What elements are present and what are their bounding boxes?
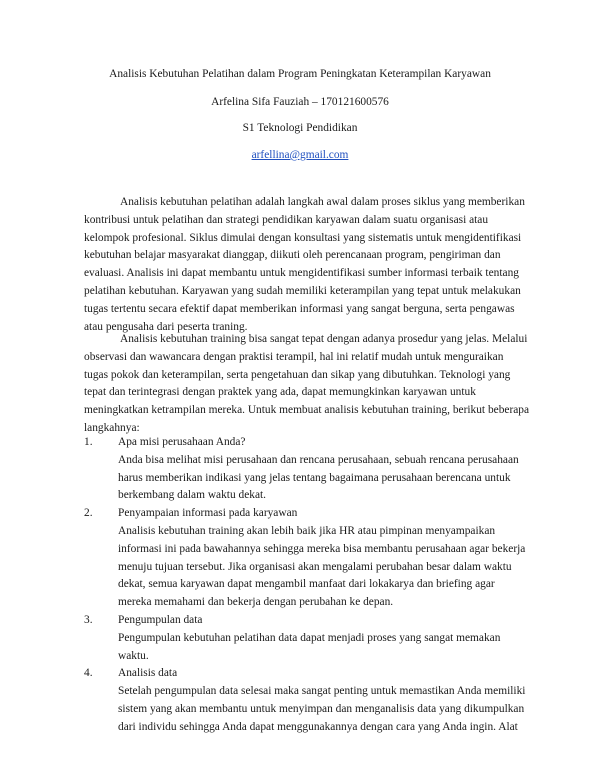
list-item: [84, 612, 530, 665]
paragraph-2-text: Analisis kebutuhan training bisa sangat tepat dengan adanya prosedur yang jelas. Melalui observasi dan wawancara dengan praktisi terampil, hal ini relatif mudah untuk menguraikan tugas pokok dan keterampilan, serta pengetahuan dan sikap yang dibutuhkan. Teknologi yang tepat dan terintegrasi dengan praktek yang ada, dapat memungkinkan karyawan untuk meningkatkan ketrampilan mereka. Untuk membuat analisis kebutuhan training, berikut beberapa langkahnya:: [84, 333, 530, 434]
list-item-title: Pengumpulan data: [118, 613, 203, 626]
study-program: S1 Teknologi Pendidikan: [242, 122, 358, 134]
author-email-link[interactable]: arfellina@gmail.com: [251, 149, 349, 161]
list-item-title: Analisis data: [118, 667, 178, 680]
body-paragraph-1: [84, 194, 530, 336]
document-title: Analisis Kebutuhan Pelatihan dalam Program Peningkatan Keterampilan Karyawan: [109, 68, 491, 80]
list-item: [84, 434, 530, 505]
list-item-text: Analisis kebutuhan training akan lebih baik jika HR atau pimpinan menyampaikan informasi ini pada bawahannya sehingga mereka bisa membantu perusahaan agar bekerja menuju tujuan tersebut. Jika organisasi akan mengalami perubahan besar dalam waktu dekat, semua karyawan dapat mengambil manfaat dari lokakarya dan briefing agar mereka memahami dan bekerja dengan perubahan ke depan.: [118, 524, 526, 609]
list-item-text: Pengumpulan kebutuhan pelatihan data dapat menjadi proses yang sangat memakan waktu.: [118, 631, 501, 662]
paragraph-1-text: Analisis kebutuhan pelatihan adalah langkah awal dalam proses siklus yang memberikan kontribusi untuk pelatihan dan strategi pendidikan karyawan dalam suatu organisasi atau kelompok profesional. Siklus dimulai dengan konsultasi yang sistematis untuk mengidentifikasi kebutuhan belajar masyarakat dianggap, diikuti oleh perencanaan program, pengiriman dan evaluasi. Analisis ini dapat membantu untuk mengidentifikasi sumber informasi terbaik tentang pelatihan kebutuhan. Karyawan yang sudah memiliki keterampilan yang tepat untuk melakukan tugas tertentu secara efektif dapat memberikan informasi yang sangat berguna, serta pengawas atau pengusaha dari peserta traning.: [84, 196, 525, 333]
body-paragraph-2: [84, 331, 530, 438]
steps-list: [84, 434, 530, 737]
list-item: [84, 665, 530, 736]
list-item-number: 1.: [84, 436, 93, 448]
list-item-title: Penyampaian informasi pada karyawan: [118, 507, 298, 520]
author-line: Arfelina Sifa Fauziah – 170121600576: [211, 96, 389, 108]
list-item-text: Anda bisa melihat misi perusahaan dan rencana perusahaan, sebuah rencana perusahaan harus memberikan indikasi yang jelas tentang bagaimana perusahaan berencana untuk berkembang dalam waktu dekat.: [118, 453, 519, 502]
list-item-number: 2.: [84, 507, 93, 520]
list-item-number: 3.: [84, 613, 93, 626]
list-item-title: Apa misi perusahaan Anda?: [118, 436, 246, 448]
list-item: [84, 505, 530, 612]
list-item-text: Setelah pengumpulan data selesai maka sangat penting untuk memastikan Anda memiliki sistem yang akan membantu untuk menyimpan dan menganalisis data yang dikumpulkan dari individu sehingga Anda dapat menggunakannya dengan cara yang Anda ingin. Alat: [118, 685, 526, 733]
list-item-number: 4.: [84, 667, 93, 680]
